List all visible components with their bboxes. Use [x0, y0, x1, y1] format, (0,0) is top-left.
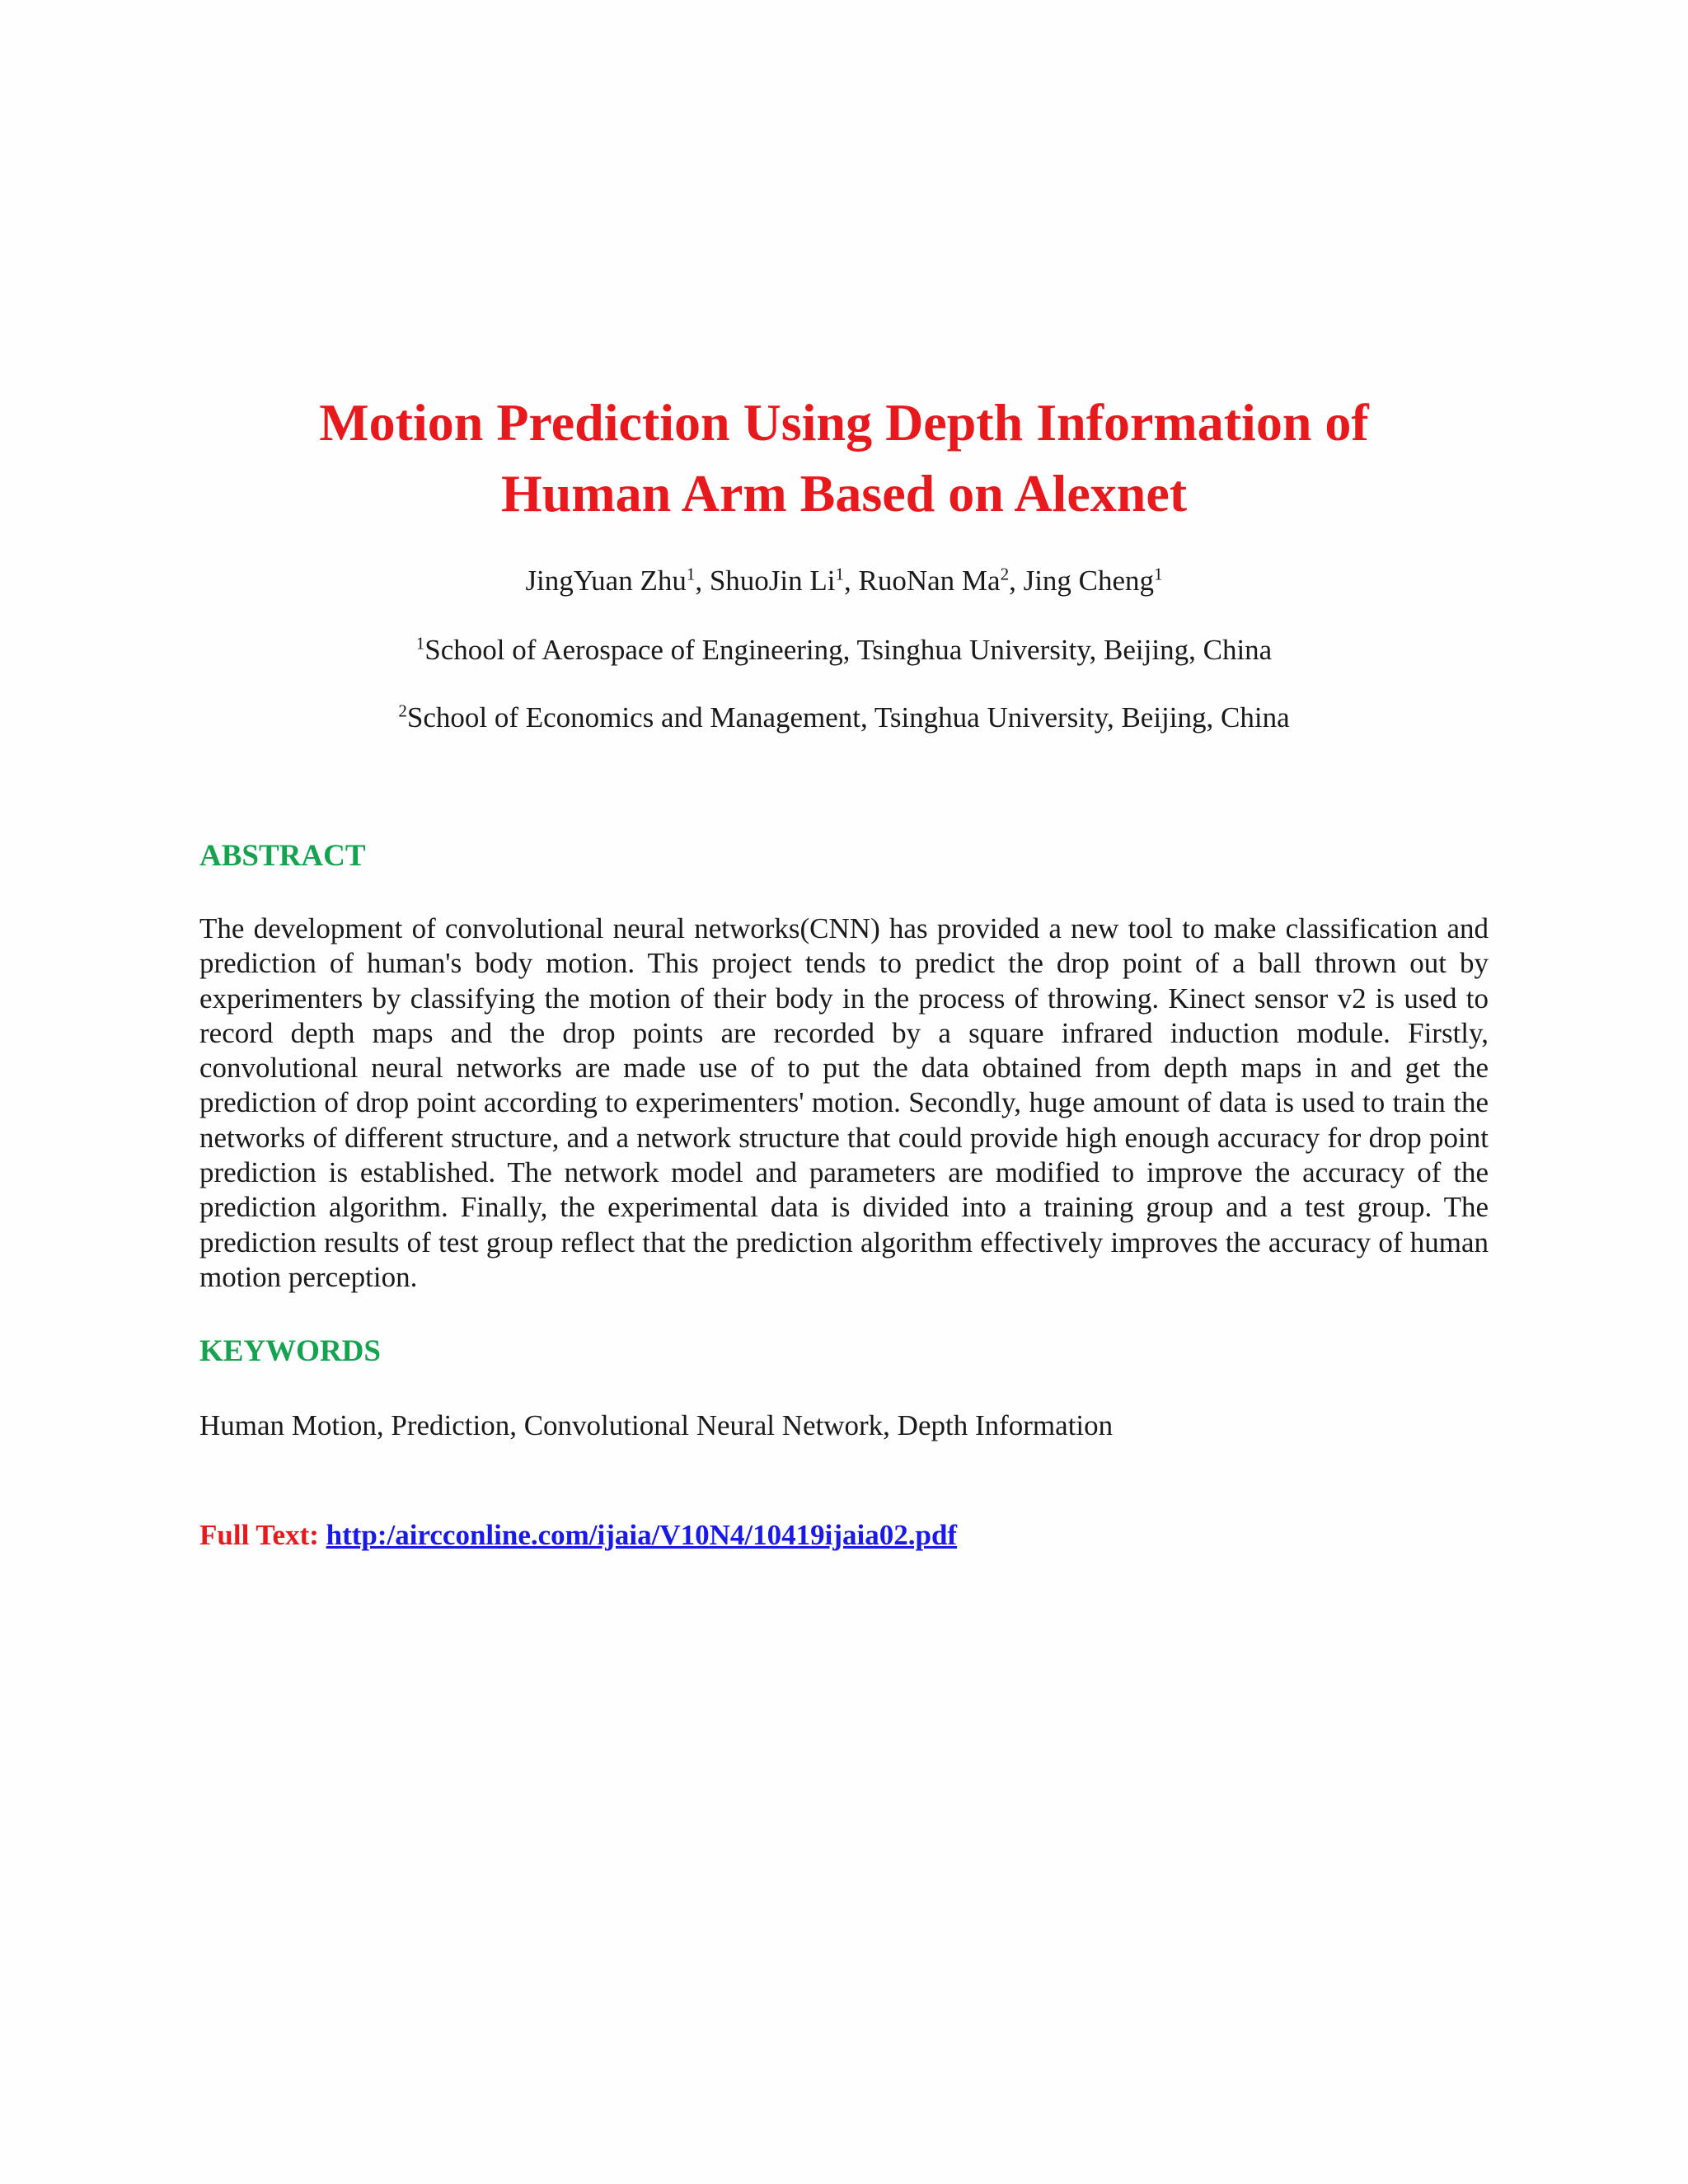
affiliation-2 — [0, 699, 1688, 737]
affiliation-number: 1 — [415, 633, 425, 654]
full-text-line — [199, 1516, 957, 1554]
title-line-1: Motion Prediction Using Depth Information of — [319, 393, 1369, 452]
author-affiliation-mark: 1 — [1154, 564, 1163, 584]
author-name: ShuoJin Li — [709, 565, 836, 597]
author-list: JingYuan Zhu$^1$, ShuoJin Li$^1$, RuoNan Ma$^2$, Jing Cheng$^1$ — [525, 564, 1163, 597]
author-name: Jing Cheng — [1023, 565, 1155, 597]
author-affiliation-mark: 2 — [1000, 564, 1010, 584]
abstract-heading: ABSTRACT — [199, 839, 366, 873]
full-text-label: Full Text: — [199, 1519, 319, 1551]
full-text-link[interactable]: http:/aircconline.com/ijaia/V10N4/10419ijaia02.pdf — [326, 1519, 958, 1551]
affiliation-text: School of Economics and Management, Tsinghua University, Beijing, China — [406, 701, 1290, 733]
keywords-text: Human Motion, Prediction, Convolutional Neural Network, Depth Information — [199, 1409, 1114, 1441]
paper-title — [0, 387, 1688, 529]
author-name: RuoNan Ma — [858, 565, 1001, 597]
title-line-2: Human Arm Based on Alexnet — [500, 464, 1188, 523]
abstract-body: The development of convolutional neural networks(CNN) has provided a new tool to make classification and prediction of human's body motion. This project tends to predict the drop point of a ball thrown out by experimenters by classifying the motion of their body in the process of throwing. Kinect sensor v2 is used to record depth maps and the drop points are recorded by a square infrared induction module. Firstly, convolutional neural networks are made use of to put the data obtained from depth maps in and get the prediction of drop point according to experimenters' motion. Secondly, huge amount of data is used to train the networks of different structure, and a network structure that could provide high enough accuracy for drop point prediction is established. The network model and parameters are modified to improve the accuracy of the prediction algorithm. Finally, the experimental data is divided into a training group and a test group. The prediction results of test group reflect that the prediction algorithm effectively improves the accuracy of human motion perception. — [199, 912, 1489, 1293]
keywords-heading: KEYWORDS — [199, 1334, 381, 1368]
affiliation-text: School of Aerospace of Engineering, Tsinghua University, Beijing, China — [424, 634, 1273, 666]
affiliation-1 — [0, 631, 1688, 669]
author-name: JingYuan Zhu — [525, 565, 687, 597]
affiliation-number: 2 — [398, 701, 407, 721]
author-affiliation-mark: 1 — [835, 564, 845, 584]
author-affiliation-mark: 1 — [686, 564, 696, 584]
